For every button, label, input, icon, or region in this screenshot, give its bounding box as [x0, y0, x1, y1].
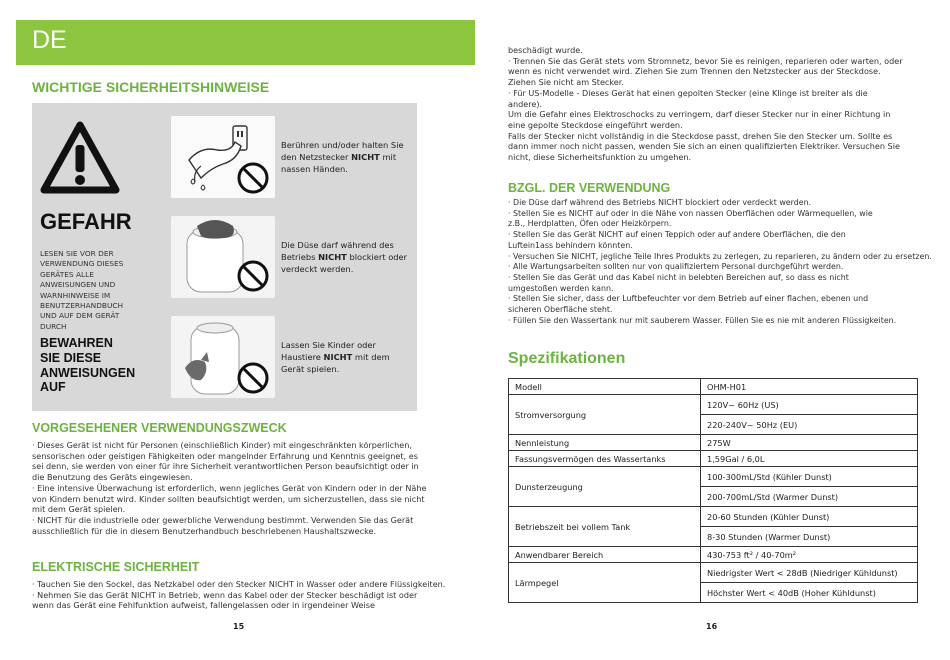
spec-label: Fassungsvermögen des Wassertanks [509, 451, 701, 467]
nozzle-cover-illustration [171, 216, 275, 298]
warning-text-nozzle: Die Düse darf während des Betriebs NICHT blockiert oder verdeckt werden. [281, 240, 408, 274]
prohibited-sign-icon [239, 164, 267, 192]
spec-label: Anwendbarer Bereich [509, 547, 701, 563]
wet-hands-plug-illustration [171, 116, 275, 198]
table-row [509, 395, 918, 415]
spec-value: Niedrigster Wert < 28dB (Niedriger Kühldunst) [701, 563, 918, 583]
electric-safety-heading: ELEKTRISCHE SICHERHEIT [32, 560, 200, 574]
prohibited-sign-icon [239, 262, 267, 290]
prohibited-sign-icon [239, 364, 267, 392]
usage-text: · Die Düse darf während des Betriebs NICHT blockiert oder verdeckt werden. · Stellen Sie es NICHT auf oder in die Nähe von nassen Oberflächen oder Wärmequellen, wie z.B., Herdplatten, Öfen oder Heizkörpern. · Stellen Sie das Gerät NICHT auf einen Teppich oder auf andere Oberflächen, die den Luftein1ass behindern könnten. · Versuchen Sie NICHT, jegliche Teile Ihres Produkts zu zerlegen, zu reparieren, zu ändern oder zu ersetzen. · Alle Wartungsarbeiten sollten nur von qualifiziertem Personal durchgeführt werden. · Stellen Sie das Gerät und das Kabel nicht in belebten Bereichen auf, so dass es nicht umgestoßen werden kann. · Stellen Sie sicher, dass der Luftbefeuchter vor dem Betrieb auf einer flachen, ebenen und sicheren Oberfläche steht. · Füllen Sie den Wassertank nur mit sauberem Wasser. Füllen Sie es nie mit anderen Flüssigkeiten. [508, 198, 932, 325]
keep-instructions-text: BEWAHREN SIE DIESE ANWEISUNGEN AUF [40, 336, 136, 395]
language-banner [16, 20, 475, 65]
specifications-heading: Spezifikationen [508, 350, 626, 367]
spec-label: Stromversorgung [509, 395, 701, 435]
spec-value: OHM-H01 [701, 379, 918, 395]
usage-heading: BZGL. DER VERWENDUNG [508, 181, 671, 195]
spec-label: Betriebszeit bei vollem Tank [509, 507, 701, 547]
page-number-right: 16 [706, 622, 718, 631]
spec-value: 20-60 Stunden (Kühler Dunst) [701, 507, 918, 527]
table-row [509, 563, 918, 583]
table-row [509, 507, 918, 527]
spec-label: Modell [509, 379, 701, 395]
specifications-table [508, 378, 918, 603]
language-code: DE [32, 26, 67, 54]
danger-label: GEFAHR [40, 209, 132, 234]
spec-value: 8-30 Stunden (Warmer Dunst) [701, 527, 918, 547]
warning-triangle-icon [40, 121, 120, 195]
safety-heading: WICHTIGE SICHERHEITSHINWEISE [32, 79, 270, 95]
table-row [509, 379, 918, 395]
table-row [509, 451, 918, 467]
warning-text-wet-hands: Berühren und/oder halten Sie den Netzstecker NICHT mit nassen Händen. [281, 140, 404, 174]
spec-value: 430-753 ft² / 40-70m² [701, 547, 918, 563]
spec-value: 1,59Gal / 6,0L [701, 451, 918, 467]
spec-value: 100-300mL/Std (Kühler Dunst) [701, 467, 918, 487]
warning-items [165, 106, 415, 408]
intended-use-heading: VORGESEHENER VERWENDUNGSZWECK [32, 421, 287, 435]
danger-warning-box [32, 103, 417, 411]
warning-item-nozzle [165, 212, 415, 302]
spec-value: 200-700mL/Std (Warmer Dunst) [701, 487, 918, 507]
table-row [509, 435, 918, 451]
page-number-left: 15 [233, 622, 245, 631]
spec-value: 220-240V~ 50Hz (EU) [701, 415, 918, 435]
spec-label: Nennleistung [509, 435, 701, 451]
spec-value: 275W [701, 435, 918, 451]
warning-text-children-pets: Lassen Sie Kinder oder Haustiere NICHT mit dem Gerät spielen. [281, 340, 390, 374]
spec-value: 120V~ 60Hz (US) [701, 395, 918, 415]
intended-use-text: · Dieses Gerät ist nicht für Personen (einschließlich Kinder) mit eingeschränkten körperlichen, sensorischen oder geistigen Fähigkeiten oder mangelnder Erfahrung und Kenntnis geeignet, es sei denn, sie werden von einer für ihre Sicherheit verantwortlichen Person beaufsichtigt oder in die Benutzung des Geräts eingewiesen. · Eine intensive Überwachung ist erforderlich, wenn jegliches Gerät von Kindern oder in der Nähe von Kindern benutzt wird. Kinder sollten beaufsichtigt werden, um sicherzustellen, dass sie nicht mit dem Gerät spielen. · NICHT für die industrielle oder gewerbliche Verwendung bestimmt. Verwenden Sie das Gerät ausschließlich für die in diesem Benutzerhandbuch beschriebenen Haushaltszwecke. [32, 440, 427, 536]
children-pets-illustration [171, 316, 275, 398]
table-row [509, 547, 918, 563]
electric-safety-text: · Tauchen Sie den Sockel, das Netzkabel oder den Stecker NICHT in Wasser oder andere Flüssigkeiten. · Nehmen Sie das Gerät NICHT in Betrieb, wenn das Kabel oder der Stecker beschädigt ist oder wenn das Gerät eine Fehlfunktion aufweist, fallengelassen oder in irgendeiner Weise [32, 579, 446, 611]
warning-item-children-pets [165, 312, 415, 402]
electric-safety-continued-text: beschädigt wurde. · Trennen Sie das Gerät stets vom Stromnetz, bevor Sie es reinigen, reparieren oder warten, oder wenn es nicht verwendet wird. Ziehen Sie zum Trennen den Netzstecker aus der Steckdose. Ziehen Sie nicht am Stecker. · Für US-Modelle - Dieses Gerät hat einen gepolten Stecker (eine Klinge ist breiter als die andere). Um die Gefahr eines Elektroschocks zu verringern, darf dieser Stecker nur in einer Richtung in eine gepolte Steckdose eingeführt werden. Falls der Stecker nicht vollständig in die Steckdose passt, drehen Sie den Stecker um. Sollte es dann immer noch nicht passen, wenden Sie sich an einen qualifizierten Elektriker. Versuchen Sie nicht, diese Sicherheitsfunktion zu umgehen. [508, 45, 903, 163]
warning-item-wet-hands [165, 112, 415, 202]
spec-value: Höchster Wert < 40dB (Hoher Kühldunst) [701, 583, 918, 603]
danger-left-column [32, 103, 162, 411]
spec-label: Dunsterzeugung [509, 467, 701, 507]
read-instructions-text: LESEN SIE VOR DER VERWENDUNG DIESES GERÄTES ALLE ANWEISUNGEN UND WARNHINWEISE IM BENUTZERHANDBUCH UND AUF DEM GERÄT DURCH [40, 249, 124, 331]
spec-label: Lärmpegel [509, 563, 701, 603]
table-row [509, 467, 918, 487]
